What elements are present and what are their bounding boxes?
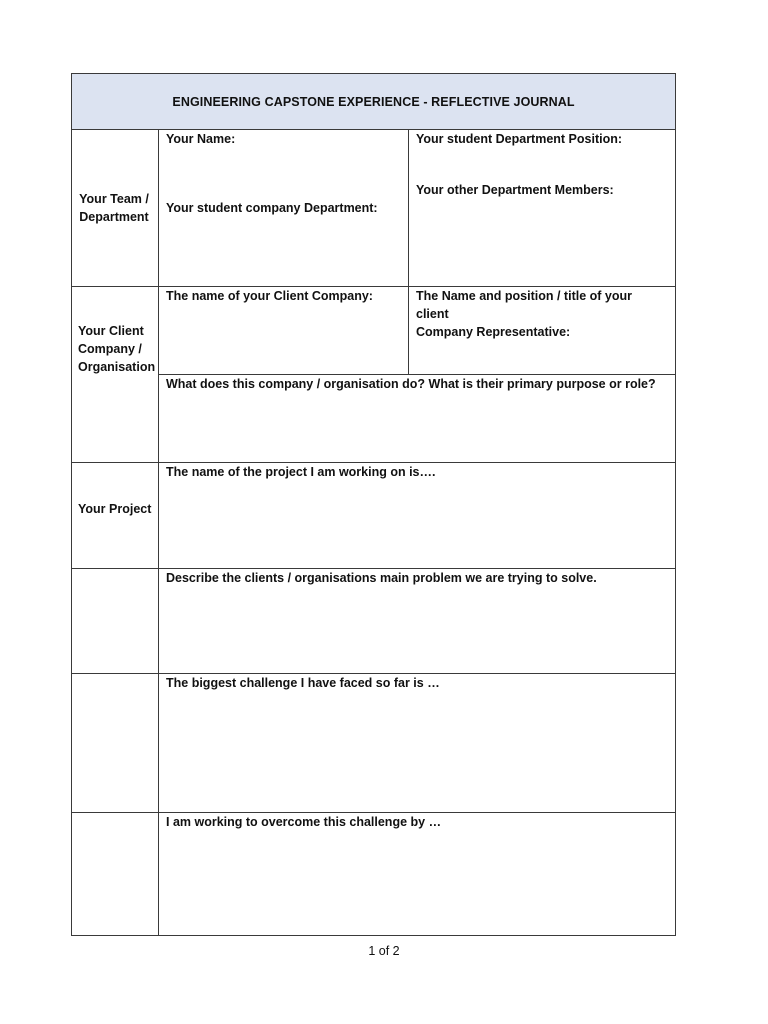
overcome-label-cell — [72, 813, 159, 936]
client-label-line1: Your Client — [78, 323, 144, 338]
team-department-label — [72, 130, 159, 287]
your-name-label: Your Name: — [166, 132, 236, 146]
client-company-label — [72, 287, 159, 463]
department-position-cell[interactable] — [409, 130, 676, 287]
client-label-line3: Organisation — [78, 359, 156, 374]
project-name-cell[interactable] — [159, 463, 676, 569]
page-number: 1 of 2 — [368, 944, 400, 958]
challenge-label-cell — [72, 674, 159, 813]
challenge-prompt: The biggest challenge I have faced so far is … — [166, 676, 440, 690]
representative-label-line2: Company Representative: — [416, 325, 571, 339]
student-company-department-label: Your student company Department: — [166, 201, 378, 215]
team-label-line2: Department — [79, 210, 149, 224]
overcome-prompt: I am working to overcome this challenge by … — [166, 815, 442, 829]
your-name-cell[interactable] — [159, 130, 409, 287]
client-company-name-cell[interactable] — [159, 287, 409, 375]
overcome-cell[interactable] — [159, 813, 676, 936]
company-purpose-label: What does this company / organisation do? What is their primary purpose or role? — [166, 377, 656, 391]
problem-prompt: Describe the clients / organisations main problem we are trying to solve. — [166, 571, 597, 585]
company-purpose-cell[interactable] — [159, 375, 676, 463]
reflective-journal-form — [71, 73, 676, 936]
project-label: Your Project — [78, 501, 152, 516]
problem-cell[interactable] — [159, 569, 676, 674]
client-company-name-label: The name of your Client Company: — [166, 289, 373, 303]
client-representative-cell[interactable] — [409, 287, 676, 375]
journal-title: ENGINEERING CAPSTONE EXPERIENCE - REFLECTIVE JOURNAL — [72, 74, 676, 130]
representative-label-line1: The Name and position / title of your client — [416, 289, 632, 321]
project-name-label: The name of the project I am working on is…. — [166, 465, 436, 479]
challenge-cell[interactable] — [159, 674, 676, 813]
other-department-members-label: Your other Department Members: — [416, 183, 614, 197]
problem-label-cell — [72, 569, 159, 674]
project-label-cell — [72, 463, 159, 569]
team-label-line1: Your Team / — [79, 192, 149, 206]
client-label-line2: Company / — [78, 341, 142, 356]
student-department-position-label: Your student Department Position: — [416, 132, 623, 146]
